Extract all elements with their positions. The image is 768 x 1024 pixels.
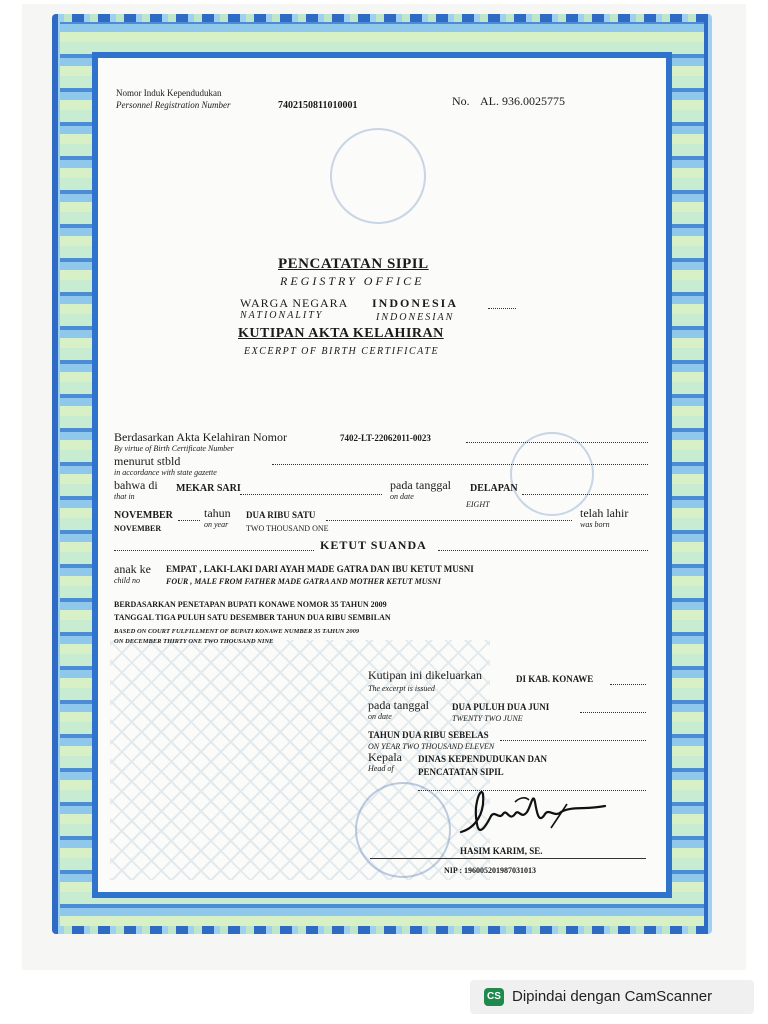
- decree-en-1: BASED ON COURT FULFILLMENT OF BUPATI KONAWE NUMBER 35 TAHUN 2009: [114, 628, 360, 635]
- official-name: HASIM KARIM, SE.: [460, 846, 543, 856]
- official-nip: NIP : 196005201987031013: [444, 866, 536, 875]
- birth-month-id: NOVEMBER: [114, 510, 173, 521]
- that-in-label-en: that in: [114, 492, 135, 501]
- camscanner-logo-icon: CS: [484, 988, 504, 1006]
- child-no-label-en: child no: [114, 576, 140, 585]
- issued-label-en: The excerpt is issued: [368, 684, 435, 693]
- dotted-line: [580, 712, 646, 713]
- issue-date-id: DUA PULUH DUA JUNI: [452, 702, 550, 712]
- birth-year-id: DUA RIBU SATU: [246, 510, 316, 520]
- doc-no-label: No.: [452, 94, 470, 108]
- head-label-en: Head of: [368, 764, 394, 773]
- birth-month-en: NOVEMBER: [114, 524, 162, 533]
- according-label-id: menurut stbld: [114, 454, 181, 468]
- birth-year-en: TWO THOUSAND ONE: [246, 524, 329, 533]
- dotted-line: [114, 550, 314, 551]
- issued-place: DI KAB. KONAWE: [516, 674, 594, 684]
- dotted-line: [240, 494, 382, 495]
- dotted-line: [522, 494, 648, 495]
- camscanner-watermark: [470, 980, 754, 1014]
- camscanner-text: Dipindai dengan CamScanner: [512, 988, 713, 1005]
- born-label-id: telah lahir: [580, 506, 629, 520]
- issue-date-en: TWENTY TWO JUNE: [452, 714, 523, 723]
- birth-day-en: EIGHT: [466, 500, 490, 509]
- dotted-line: [466, 442, 648, 443]
- child-no-id: EMPAT , LAKI-LAKI DARI AYAH MADE GATRA DAN IBU KETUT MUSNI: [166, 564, 474, 574]
- nationality-dots: [488, 308, 516, 309]
- issue-date-label-id: pada tanggal: [368, 698, 429, 712]
- registry-subtitle: REGISTRY OFFICE: [280, 274, 425, 288]
- nationality-value-id: INDONESIA: [372, 296, 459, 310]
- nik-value: 7402150811010001: [278, 100, 358, 111]
- birth-day-id: DELAPAN: [470, 483, 518, 494]
- dotted-line: [438, 550, 648, 551]
- nationality-value-en: INDONESIAN: [376, 312, 455, 323]
- child-no-en: FOUR , MALE FROM FATHER MADE GATRA AND MOTHER KETUT MUSNI: [166, 577, 441, 586]
- document-subtitle: EXCERPT OF BIRTH CERTIFICATE: [244, 346, 440, 357]
- child-no-label-id: anak ke: [114, 562, 151, 576]
- doc-no-value: AL. 936.0025775: [480, 94, 565, 108]
- child-name: KETUT SUANDA: [320, 538, 427, 552]
- dotted-line: [178, 520, 200, 521]
- that-in-label-id: bahwa di: [114, 478, 158, 492]
- signature-line: [370, 858, 646, 859]
- registry-title: PENCATATAN SIPIL: [278, 256, 429, 272]
- dotted-line: [610, 684, 646, 685]
- birth-cert-number: 7402-LT-22062011-0023: [340, 433, 431, 443]
- issue-year-id: TAHUN DUA RIBU SEBELAS: [368, 730, 489, 740]
- nik-label-en: Personnel Registration Number: [116, 100, 231, 110]
- official-seal-stamp: [355, 782, 451, 878]
- signature: [455, 784, 615, 844]
- based-label-en: By virtue of Birth Certificate Number: [114, 444, 234, 453]
- dotted-line: [272, 464, 648, 465]
- year-label-id: tahun: [204, 506, 231, 520]
- based-label-id: Berdasarkan Akta Kelahiran Nomor: [114, 430, 287, 444]
- office-line-2: PENCATATAN SIPIL: [418, 767, 504, 777]
- issue-year-en: ON YEAR TWO THOUSAND ELEVEN: [368, 742, 495, 751]
- faded-stamp-middle: [510, 432, 594, 516]
- issued-label-id: Kutipan ini dikeluarkan: [368, 668, 482, 682]
- nationality-label-id: WARGA NEGARA: [240, 296, 349, 310]
- decree-line-2: TANGGAL TIGA PULUH SATU DESEMBER TAHUN DUA RIBU SEMBILAN: [114, 613, 391, 622]
- on-date-label-en: on date: [390, 492, 414, 501]
- decree-en-2: ON DECEMBER THIRTY ONE TWO THOUSAND NINE: [114, 638, 274, 645]
- on-date-label-id: pada tanggal: [390, 478, 451, 492]
- faded-stamp-top: [330, 128, 426, 224]
- dotted-line: [500, 740, 646, 741]
- nationality-label-en: NATIONALITY: [240, 310, 324, 321]
- document-title: KUTIPAN AKTA KELAHIRAN: [238, 326, 444, 341]
- decree-line-1: BERDASARKAN PENETAPAN BUPATI KONAWE NOMOR 35 TAHUN 2009: [114, 600, 387, 609]
- head-label-id: Kepala: [368, 750, 402, 764]
- birth-place: MEKAR SARI: [176, 483, 241, 494]
- according-label-en: in accordance with state gazette: [114, 468, 217, 477]
- office-line-1: DINAS KEPENDUDUKAN DAN: [418, 754, 548, 764]
- born-label-en: was born: [580, 520, 610, 529]
- nik-label-id: Nomor Induk Kependudukan: [116, 88, 222, 98]
- issue-date-label-en: on date: [368, 712, 392, 721]
- year-label-en: on year: [204, 520, 229, 529]
- dotted-line: [326, 520, 572, 521]
